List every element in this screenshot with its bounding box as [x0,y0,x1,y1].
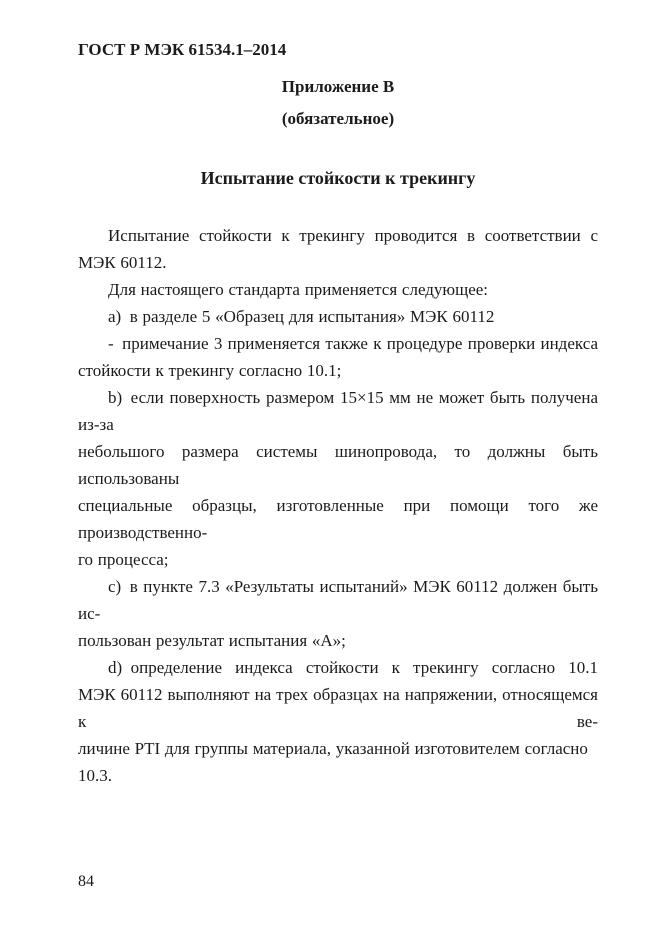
body-line: a) в разделе 5 «Образец для испытания» МЭК 60112 [108,307,495,326]
document-header: ГОСТ Р МЭК 61534.1–2014 [78,40,287,59]
body-line: МЭК 60112 выполняют на трех образцах на напряжении, относящемся к ве- [78,685,598,731]
body-line: пользован результат испытания «А»; [78,631,346,650]
body-line: Для настоящего стандарта применяется следующее: [108,280,489,299]
body-line: c) в пункте 7.3 «Результаты испытаний» МЭК 60112 должен быть ис- [78,577,598,623]
body-line: Испытание стойкости к трекингу проводится в соответствии с [108,226,598,245]
body-line: специальные образцы, изготовленные при помощи того же производственно- [78,496,598,542]
document-title: Испытание стойкости к трекингу [200,168,476,188]
body-line: МЭК 60112. [78,253,167,272]
body-line: b) если поверхность размером 15×15 мм не может быть получена из-за [78,388,598,434]
body-line: небольшого размера системы шинопровода, то должны быть использованы [78,442,598,488]
body-line: d) определение индекса стойкости к трекингу согласно 10.1 [108,658,598,677]
appendix-label: Приложение В [281,77,395,96]
body-line: личине PTI для группы материала, указанной изготовителем согласно 10.3. [78,739,588,785]
body-text [78,222,598,789]
appendix-note: (обязательное) [281,109,395,128]
body-line: - примечание 3 применяется также к процедуре проверки индекса [108,334,598,353]
body-line: го процесса; [78,550,169,569]
page-number: 84 [78,873,94,890]
body-line: стойкости к трекингу согласно 10.1; [78,361,342,380]
